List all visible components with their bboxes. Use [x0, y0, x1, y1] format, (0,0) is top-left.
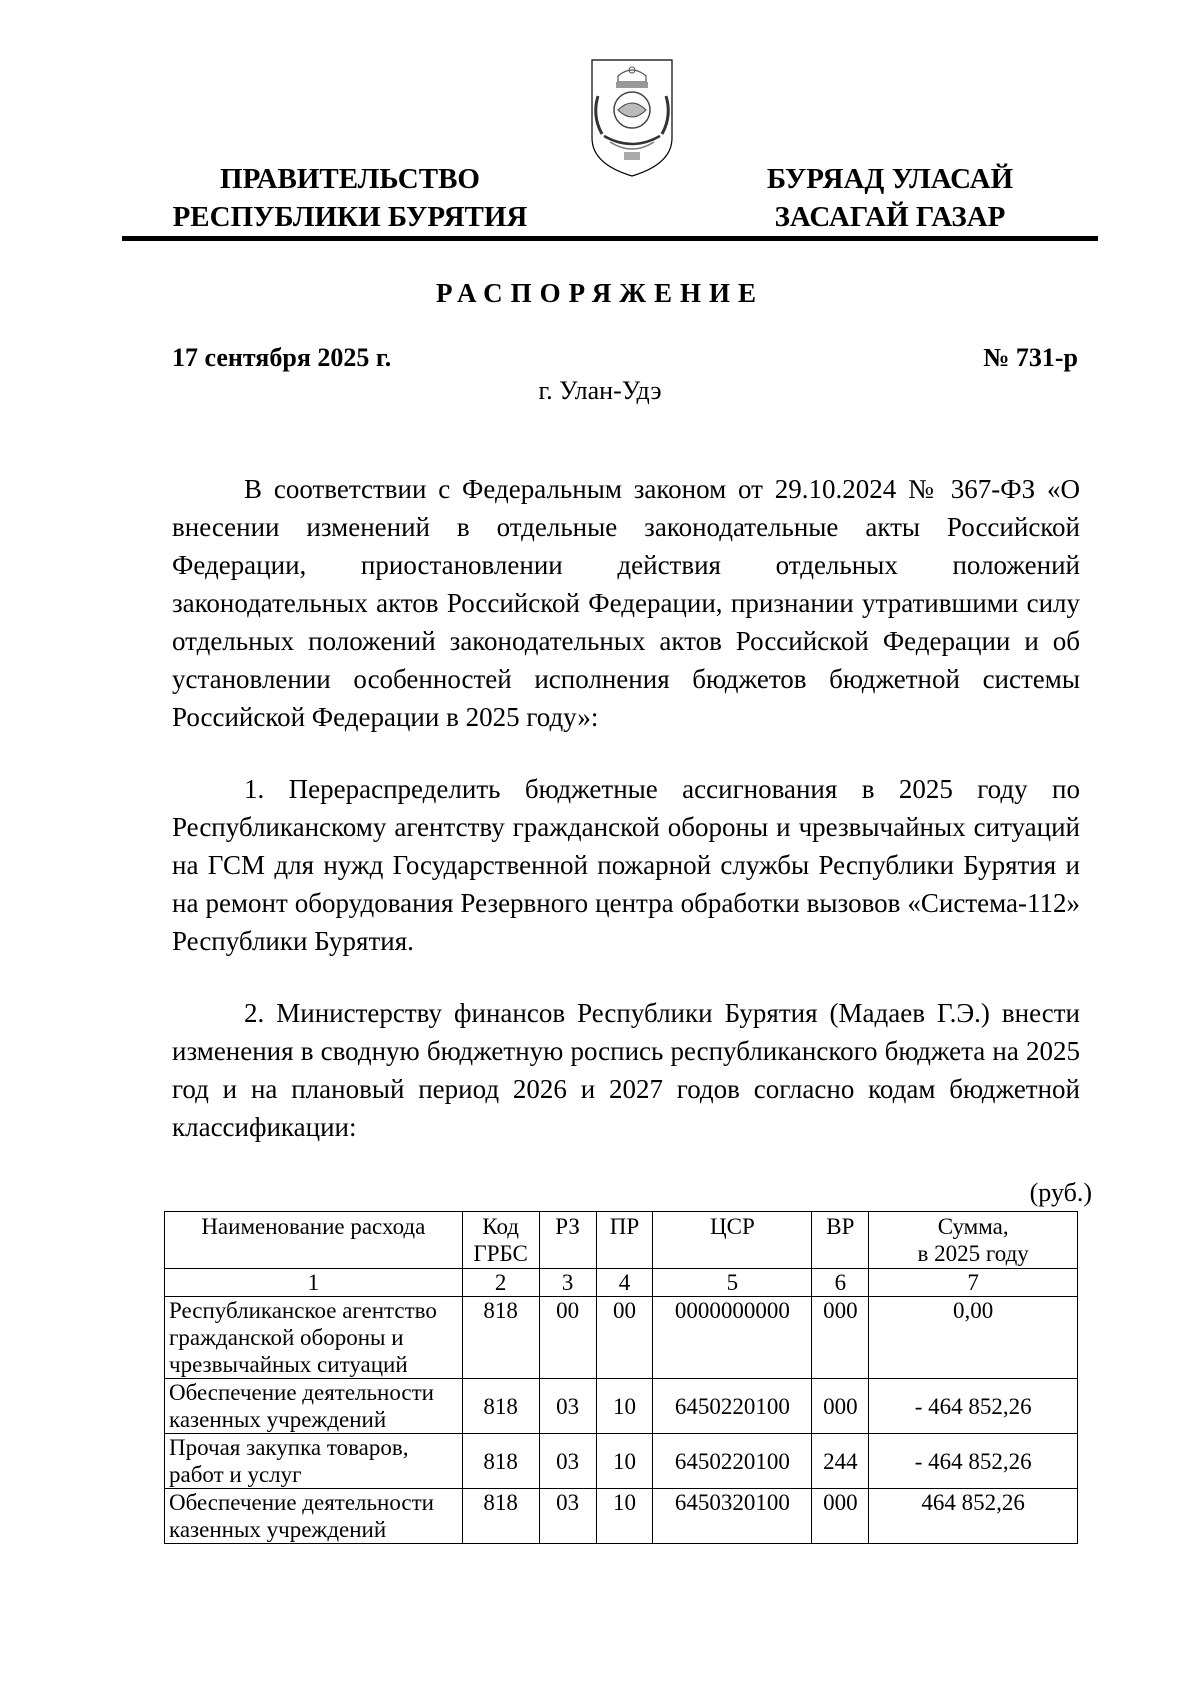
- item-1-paragraph: 1. Перераспределить бюджетные ассигнования в 2025 году по Республиканскому агентству гражданской обороны и чрезвычайных ситуаций на ГСМ для нужд Государственной пожарной службы Республики Бурятия и на ремонт оборудования Резервного центра обработки вызовов «Система-112» Республики Бурятия.: [172, 774, 1080, 956]
- document-body: [172, 470, 1080, 1180]
- table-row: [165, 1379, 1078, 1434]
- organization-name-buryat: [730, 160, 1050, 236]
- row-csr: 6450220100: [653, 1379, 812, 1434]
- row-vr: 244: [812, 1434, 869, 1489]
- item-2-paragraph: 2. Министерству финансов Республики Бурятия (Мадаев Г.Э.) внести изменения в сводную бюджетную роспись республиканского бюджета на 2025 год и на плановый период 2026 и 2027 годов согласно кодам бюджетной классификации:: [172, 998, 1080, 1142]
- table-units: (руб.): [1029, 1178, 1092, 1207]
- row-grbs: 818: [462, 1489, 539, 1544]
- column-number: 7: [869, 1269, 1078, 1297]
- row-vr: 000: [812, 1489, 869, 1544]
- row-csr: 6450320100: [653, 1489, 812, 1544]
- header-divider: [122, 236, 1098, 241]
- row-rz: 03: [539, 1379, 596, 1434]
- row-grbs: 818: [462, 1379, 539, 1434]
- row-sum: 0,00: [869, 1297, 1078, 1379]
- header-vr: ВР: [812, 1212, 869, 1269]
- row-name: Прочая закупка товаров, работ и услуг: [165, 1434, 463, 1489]
- column-number: 6: [812, 1269, 869, 1297]
- table-row: [165, 1297, 1078, 1379]
- org-right-line-1: БУРЯАД УЛАСАЙ: [766, 163, 1014, 195]
- row-pr: 10: [596, 1434, 653, 1489]
- column-number-row: [165, 1269, 1078, 1297]
- column-number: 1: [165, 1269, 463, 1297]
- header-sum-line-1: Сумма,: [937, 1214, 1009, 1239]
- column-number: 3: [539, 1269, 596, 1297]
- row-rz: 03: [539, 1434, 596, 1489]
- table-row: [165, 1489, 1078, 1544]
- preamble-paragraph: В соответствии с Федеральным законом от 29.10.2024 № 367-ФЗ «О внесении изменений в отдельные законодательные акты Российской Федерации, приостановлении действия отдельных положений законодательных актов Российской Федерации, признании утратившими силу отдельных положений законодательных актов Российской Федерации и об установлении особенностей исполнения бюджетов бюджетной системы Российской Федерации в 2025 году»:: [172, 474, 1080, 732]
- coat-of-arms-emblem: [588, 52, 676, 180]
- header-name: Наименование расхода: [165, 1212, 463, 1269]
- row-pr: 00: [596, 1297, 653, 1379]
- header-rz: РЗ: [539, 1212, 596, 1269]
- row-csr: 6450220100: [653, 1434, 812, 1489]
- row-name: Обеспечение деятельности казенных учреждений: [165, 1489, 463, 1544]
- row-grbs: 818: [462, 1434, 539, 1489]
- row-pr: 10: [596, 1379, 653, 1434]
- header-sum: [869, 1212, 1078, 1269]
- row-csr: 0000000000: [653, 1297, 812, 1379]
- row-sum: - 464 852,26: [869, 1379, 1078, 1434]
- row-rz: 00: [539, 1297, 596, 1379]
- row-pr: 10: [596, 1489, 653, 1544]
- budget-allocation-table: [164, 1211, 1078, 1544]
- row-sum: - 464 852,26: [869, 1434, 1078, 1489]
- republic-of-buryatia-coat-of-arms-icon: [588, 52, 676, 180]
- row-sum: 464 852,26: [869, 1489, 1078, 1544]
- header-grbs-line-2: ГРБС: [473, 1241, 528, 1266]
- row-vr: 000: [812, 1379, 869, 1434]
- header-pr: ПР: [596, 1212, 653, 1269]
- row-name: Обеспечение деятельности казенных учреждений: [165, 1379, 463, 1434]
- column-number: 5: [653, 1269, 812, 1297]
- org-left-line-1: ПРАВИТЕЛЬСТВО: [220, 163, 480, 195]
- organization-name-russian: [150, 160, 550, 236]
- row-vr: 000: [812, 1297, 869, 1379]
- row-name: Республиканское агентство гражданской обороны и чрезвычайных ситуаций: [165, 1297, 463, 1379]
- column-number: 2: [462, 1269, 539, 1297]
- document-date: 17 сентября 2025 г.: [172, 343, 392, 372]
- header-grbs: [462, 1212, 539, 1269]
- document-number: № 731-р: [983, 343, 1078, 372]
- header-csr: ЦСР: [653, 1212, 812, 1269]
- table-header-row: [165, 1212, 1078, 1269]
- document-city: г. Улан-Удэ: [538, 376, 662, 405]
- column-number: 4: [596, 1269, 653, 1297]
- header-grbs-line-1: Код: [482, 1214, 519, 1239]
- header-sum-line-2: в 2025 году: [917, 1241, 1029, 1266]
- org-right-line-2: ЗАСАГАЙ ГАЗАР: [774, 201, 1006, 233]
- row-rz: 03: [539, 1489, 596, 1544]
- row-grbs: 818: [462, 1297, 539, 1379]
- org-left-line-2: РЕСПУБЛИКИ БУРЯТИЯ: [172, 201, 528, 233]
- table-row: [165, 1434, 1078, 1489]
- document-type: РАСПОРЯЖЕНИЕ: [435, 278, 765, 308]
